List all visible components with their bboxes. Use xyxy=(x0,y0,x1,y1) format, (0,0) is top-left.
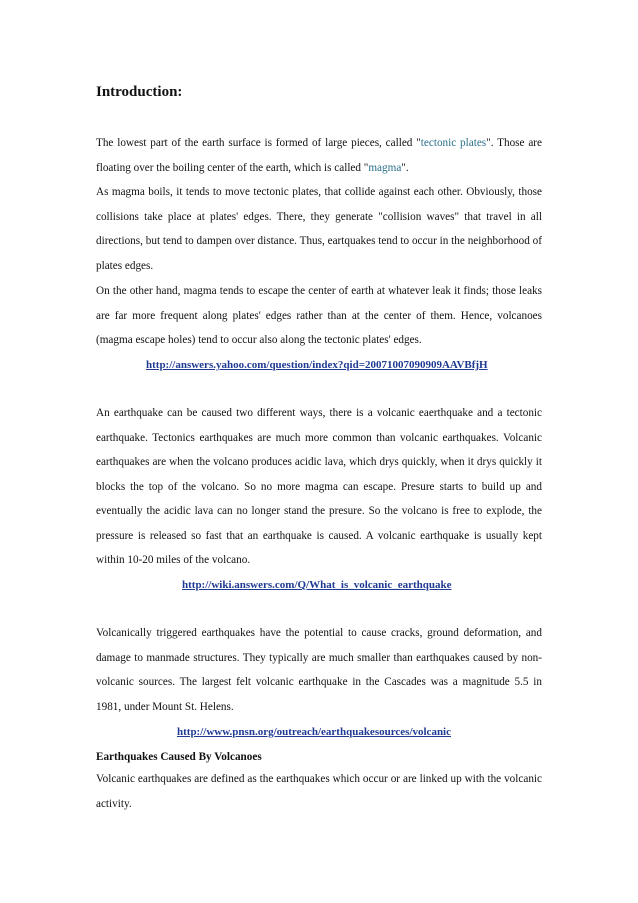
paragraph-magma-boils: As magma boils, it tends to move tectonic plates, that collide against each other. Obviously, those collisions take place at plates' edges. There, they generate "collision waves" that travel in all directions, but tend to dampen over distance. Thus, eartquakes tend to occur in the neighborhood of plates edges. xyxy=(96,186,542,272)
p1-text-after: ". xyxy=(401,161,409,174)
p1-text-before: The lowest part of the earth surface is formed of large pieces, called " xyxy=(96,137,421,149)
source-link-yahoo[interactable]: http://answers.yahoo.com/question/index?qid=20071007090909AAVBfjH xyxy=(146,359,488,371)
section-subheading: Earthquakes Caused By Volcanoes xyxy=(96,751,262,763)
source-link-wiki[interactable]: http://wiki.answers.com/Q/What_is_volcanic_earthquake xyxy=(182,579,452,591)
source-link-pnsn[interactable]: http://www.pnsn.org/outreach/earthquakesources/volcanic xyxy=(177,726,451,738)
paragraph-volcanic-definition: Volcanic earthquakes are defined as the earthquakes which occur or are linked up with the volcanic activity. xyxy=(96,773,542,810)
term-tectonic-plates: tectonic plates xyxy=(420,137,487,149)
term-magma: magma xyxy=(368,161,402,174)
paragraph-earthquake-types: An earthquake can be caused two different ways, there is a volcanic eaerthquake and a tectonic earthquake. Tectonics earthquakes are much more common than volcanic earthquakes. Volcanic earthquakes are when the volcano produces acidic lava, which drys quickly, when it drys quickly it blocks the top of the volcano. So no more magma can escape. Presure starts to build up and eventually the acidic lava can no longer stand the presure. So the volcano is free to explode, the pressure is released so fast that an earthquake is caused. A volcanic earthquake is usually kept within 10-20 miles of the volcano. xyxy=(96,407,542,566)
paragraph-tectonic-plates xyxy=(96,131,542,180)
p1-text-middle: ". Those are floating over the boiling center of the earth, which is called " xyxy=(96,137,542,174)
page-heading: Introduction: xyxy=(96,84,183,100)
paragraph-magma-escape: On the other hand, magma tends to escape the center of earth at whatever leak it finds; those leaks are far more frequent along plates' edges rather than at the center of them. Hence, volcanoes (magma escape holes) tend to occur also along the tectonic plates' edges. xyxy=(96,285,542,346)
paragraph-volcanic-triggered: Volcanically triggered earthquakes have the potential to cause cracks, ground deformation, and damage to manmade structures. They typically are much smaller than earthquakes caused by non-volcanic sources. The largest felt volcanic earthquake in the Cascades was a magnitude 5.5 in 1981, under Mount St. Helens. xyxy=(96,627,542,713)
